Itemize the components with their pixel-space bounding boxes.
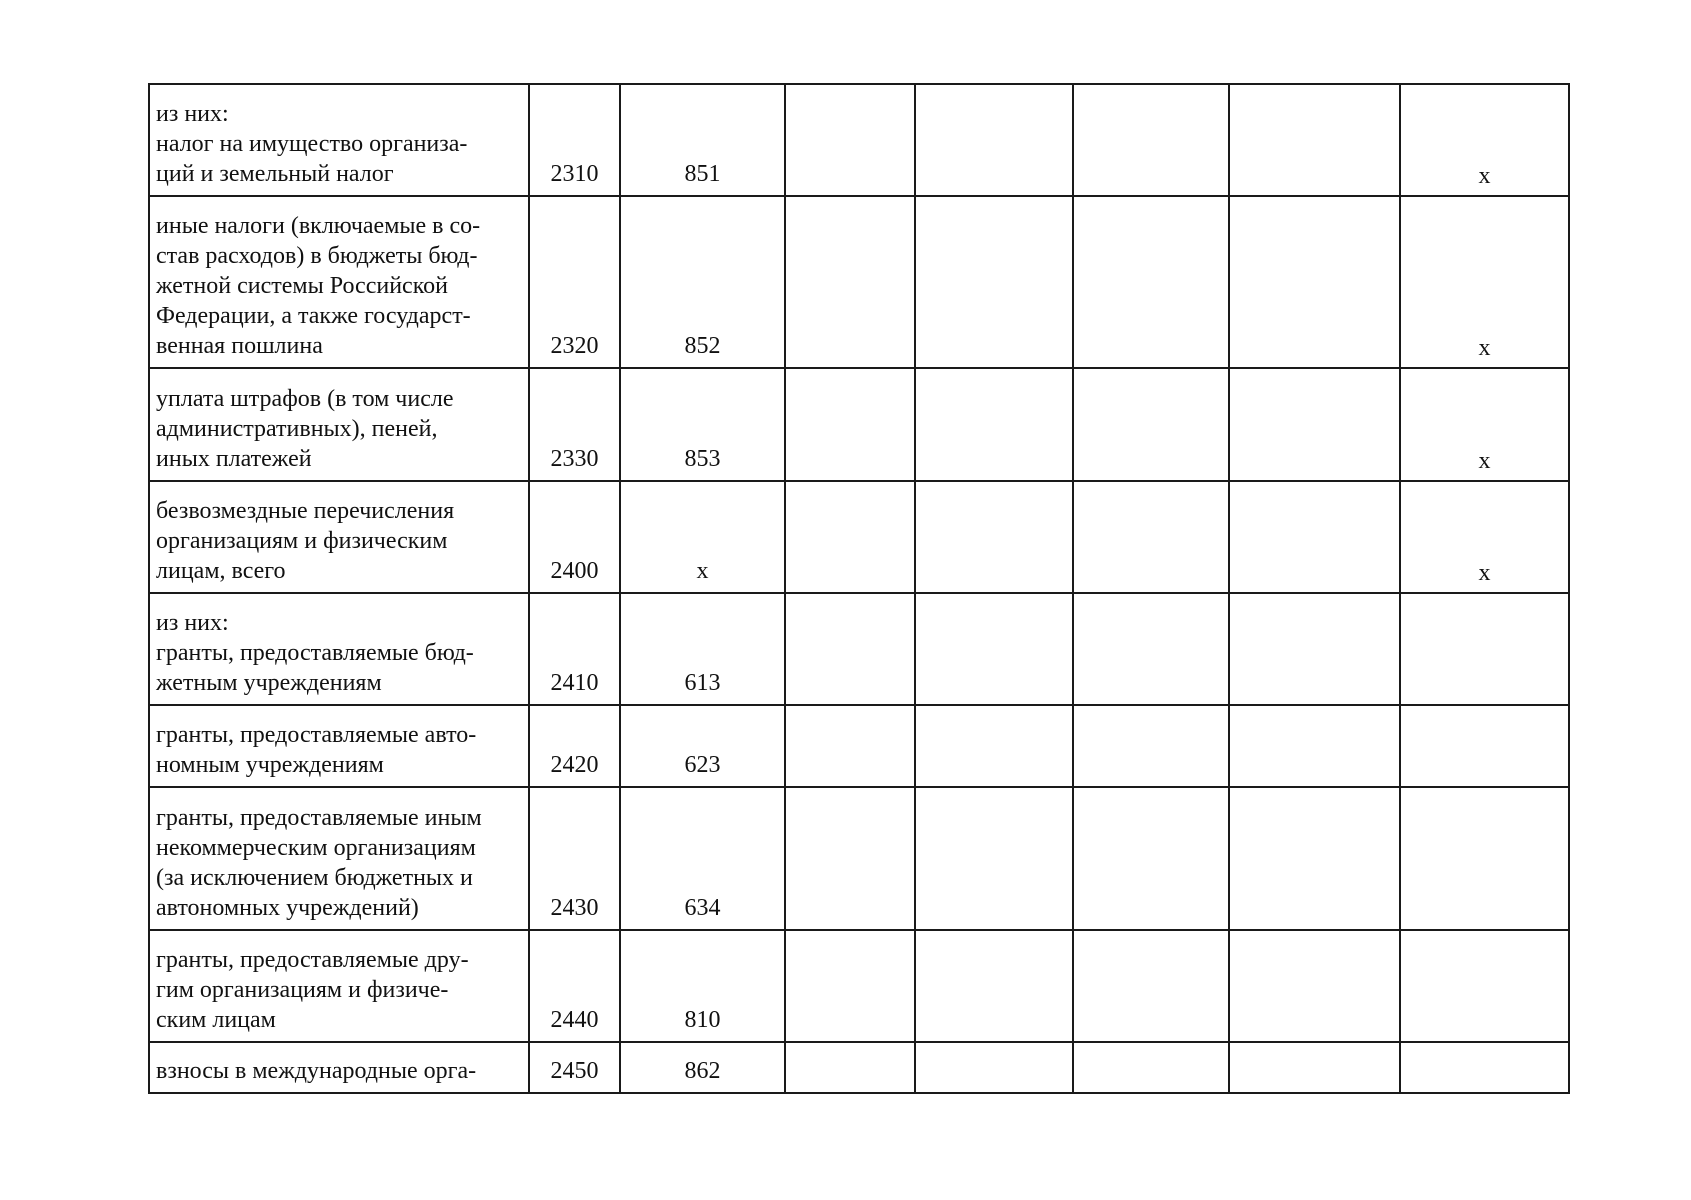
line-code: 2440 bbox=[529, 930, 620, 1042]
value-cell bbox=[1229, 1042, 1400, 1093]
value-cell bbox=[1073, 368, 1229, 481]
value-cell bbox=[1073, 930, 1229, 1042]
line-code: 2420 bbox=[529, 705, 620, 787]
line-code: 2320 bbox=[529, 196, 620, 368]
value-cell: x bbox=[1400, 481, 1569, 593]
value-cell bbox=[1073, 1042, 1229, 1093]
value-cell: x bbox=[1400, 196, 1569, 368]
table-row bbox=[149, 787, 1569, 930]
value-cell bbox=[785, 481, 915, 593]
table-row bbox=[149, 930, 1569, 1042]
value-cell bbox=[1229, 787, 1400, 930]
row-description: из них: налог на имущество организа- ций и земельный налог bbox=[149, 84, 529, 196]
row-description: гранты, предоставляемые иным некоммерческим организациям (за исключением бюджетных и автономных учреждений) bbox=[149, 787, 529, 930]
value-cell bbox=[1073, 705, 1229, 787]
value-cell bbox=[1400, 593, 1569, 705]
value-cell bbox=[785, 196, 915, 368]
value-cell bbox=[785, 705, 915, 787]
value-cell bbox=[1229, 705, 1400, 787]
value-cell bbox=[915, 481, 1073, 593]
value-cell bbox=[915, 196, 1073, 368]
row-description: взносы в международные орга- bbox=[149, 1042, 529, 1093]
kbk-code: 853 bbox=[620, 368, 785, 481]
table-row bbox=[149, 1042, 1569, 1093]
line-code: 2330 bbox=[529, 368, 620, 481]
value-cell bbox=[785, 787, 915, 930]
kbk-code: x bbox=[620, 481, 785, 593]
line-code: 2400 bbox=[529, 481, 620, 593]
row-description: гранты, предоставляемые авто- номным учреждениям bbox=[149, 705, 529, 787]
value-cell bbox=[1229, 368, 1400, 481]
value-cell bbox=[1400, 787, 1569, 930]
value-cell bbox=[915, 593, 1073, 705]
value-cell bbox=[1229, 930, 1400, 1042]
row-description: гранты, предоставляемые дру- гим организациям и физиче- ским лицам bbox=[149, 930, 529, 1042]
table-row bbox=[149, 368, 1569, 481]
value-cell bbox=[915, 705, 1073, 787]
value-cell bbox=[915, 1042, 1073, 1093]
value-cell bbox=[1073, 787, 1229, 930]
row-description: из них: гранты, предоставляемые бюд- жетным учреждениям bbox=[149, 593, 529, 705]
value-cell bbox=[915, 84, 1073, 196]
line-code: 2410 bbox=[529, 593, 620, 705]
value-cell bbox=[785, 930, 915, 1042]
row-description: уплата штрафов (в том числе административных), пеней, иных платежей bbox=[149, 368, 529, 481]
kbk-code: 634 bbox=[620, 787, 785, 930]
kbk-code: 613 bbox=[620, 593, 785, 705]
value-cell bbox=[915, 787, 1073, 930]
value-cell: x bbox=[1400, 368, 1569, 481]
kbk-code: 810 bbox=[620, 930, 785, 1042]
kbk-code: 623 bbox=[620, 705, 785, 787]
value-cell bbox=[785, 368, 915, 481]
value-cell bbox=[1229, 593, 1400, 705]
value-cell bbox=[1229, 196, 1400, 368]
value-cell bbox=[1400, 930, 1569, 1042]
line-code: 2310 bbox=[529, 84, 620, 196]
line-code: 2450 bbox=[529, 1042, 620, 1093]
value-cell bbox=[785, 84, 915, 196]
line-code: 2430 bbox=[529, 787, 620, 930]
value-cell bbox=[1229, 84, 1400, 196]
kbk-code: 852 bbox=[620, 196, 785, 368]
value-cell: x bbox=[1400, 84, 1569, 196]
value-cell bbox=[915, 930, 1073, 1042]
value-cell bbox=[1073, 196, 1229, 368]
value-cell bbox=[785, 1042, 915, 1093]
value-cell bbox=[1073, 84, 1229, 196]
table-row bbox=[149, 196, 1569, 368]
value-cell bbox=[915, 368, 1073, 481]
table-row bbox=[149, 705, 1569, 787]
value-cell bbox=[1400, 1042, 1569, 1093]
row-description: безвозмездные перечисления организациям и физическим лицам, всего bbox=[149, 481, 529, 593]
kbk-code: 862 bbox=[620, 1042, 785, 1093]
table-row bbox=[149, 84, 1569, 196]
value-cell bbox=[1229, 481, 1400, 593]
kbk-code: 851 bbox=[620, 84, 785, 196]
table-row bbox=[149, 593, 1569, 705]
value-cell bbox=[785, 593, 915, 705]
financial-table bbox=[148, 83, 1570, 1094]
table-row bbox=[149, 481, 1569, 593]
value-cell bbox=[1073, 481, 1229, 593]
value-cell bbox=[1400, 705, 1569, 787]
value-cell bbox=[1073, 593, 1229, 705]
table-body bbox=[149, 84, 1569, 1093]
row-description: иные налоги (включаемые в со- став расходов) в бюджеты бюд- жетной системы Российской Федерации, а также государст- венная пошлина bbox=[149, 196, 529, 368]
